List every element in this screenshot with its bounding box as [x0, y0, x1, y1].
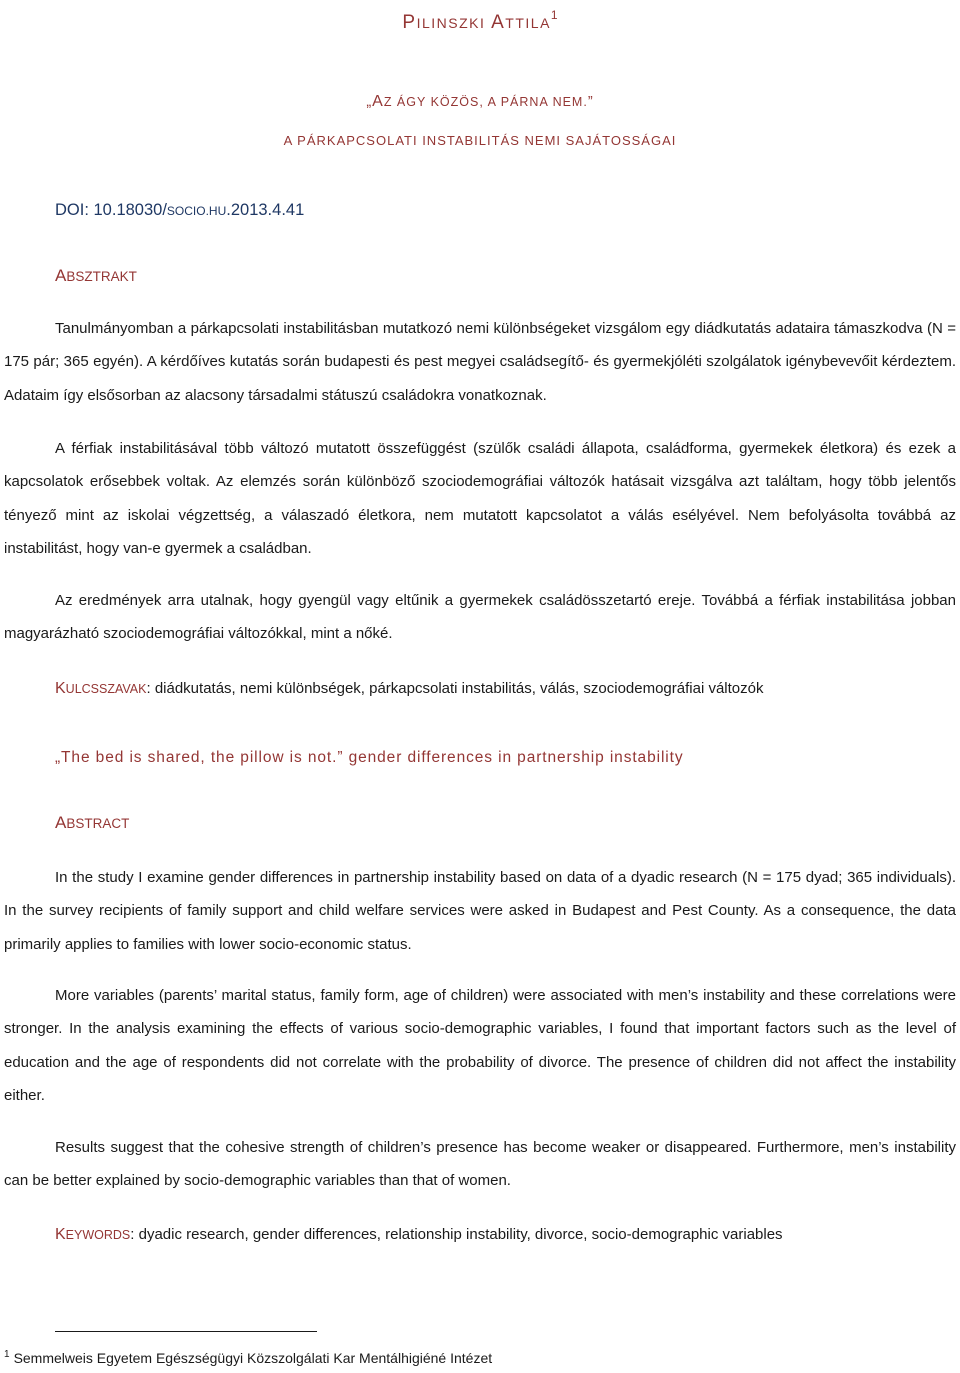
author-footnote-mark: 1: [550, 8, 558, 22]
kw-list: dyadic research, gender differences, relationship instability, divorce, socio-demographic variables: [134, 1226, 783, 1243]
title-initial: A: [372, 93, 384, 110]
author-initial: P: [402, 12, 417, 33]
footnote-mark: 1: [4, 1349, 10, 1360]
kw-colon: :: [130, 1226, 135, 1243]
doi-suffix: .2013.4.41: [226, 201, 305, 219]
author-last-initial: A: [491, 12, 506, 33]
footnote-text: Semmelweis Egyetem Egészségügyi Közszolgálati Kar Mentálhigiéné Intézet: [13, 1350, 493, 1366]
doi-line[interactable]: [55, 201, 304, 220]
doi-prefix: DOI: 10.18030/: [55, 201, 167, 219]
article-title-hu: [0, 93, 960, 111]
heading-abstract: [55, 813, 129, 833]
title-close-quote: ”: [587, 94, 594, 110]
footnote-divider: [55, 1331, 317, 1332]
title-rest: Z ÁGY KÖZÖS, A PÁRNA NEM.: [383, 95, 588, 109]
heading-initial: A: [55, 266, 67, 285]
heading-initial: A: [55, 813, 67, 832]
en-abstract-paragraph-2: More variables (parents’ marital status, family form, age of children) were associated with men’s instability and these correlations were stronger. In the analysis examining the effects of various socio-demographic variables, I found that important factors such as the level of education and the age of respondents did not correlate with the probability of divorce. The presence of children did not affect the instability either.: [4, 987, 956, 1105]
author-first-name-rest: ILINSZKI: [416, 15, 486, 31]
en-abstract-paragraph-3: Results suggest that the cohesive strength of children’s presence has become weaker or disappeared. Furthermore, men’s instability can be better explained by socio-demographic variables than that of women.: [4, 1139, 956, 1190]
doi-journal: SOCIO.HU: [166, 204, 227, 218]
kw-label-initial: K: [55, 1226, 66, 1243]
author-last-name-rest: TTILA: [505, 15, 551, 31]
article-subtitle-hu: [0, 133, 960, 149]
heading-absztrakt: [55, 266, 137, 286]
heading-rest: BSZTRAKT: [66, 269, 137, 284]
subtitle-text: A PÁRKAPCSOLATI INSTABILITÁS NEMI SAJÁTOSSÁGAI: [283, 133, 677, 148]
hu-abstract-paragraph-2: A férfiak instabilitásával több változó mutatott összefüggést (szülők családi állapota, családforma, gyermekek életkora) és ezek a kapcsolatok erősebbek voltak. Az elemzés során különböző szociodemográfiai változók hatásait vizsgálva azt találtam, hogy több jelentős tényező mint az iskolai végzettség, a válaszadó életkora, nem mutatott kapcsolatot a válás esélyével. Nem befolyásolta továbbá az instabilitást, hogy van-e gyermek a családban.: [4, 440, 956, 558]
en-keywords: [55, 1226, 783, 1244]
heading-rest: BSTRACT: [66, 816, 130, 831]
hu-keywords: [55, 680, 763, 698]
hu-abstract-paragraph-3: Az eredmények arra utalnak, hogy gyengül vagy eltűnik a gyermekek családösszetartó ereje. Továbbá a férfiak instabilitása jobban magyarázható szociodemográfiai változókkal, mint a nőké.: [4, 592, 956, 643]
footnote: [4, 1349, 492, 1366]
kw-label-initial: K: [55, 680, 66, 697]
kw-label-rest: EYWORDS: [65, 1228, 131, 1242]
title-open-quote: „: [366, 94, 373, 110]
kw-list: diádkutatás, nemi különbségek, párkapcsolati instabilitás, válás, szociodemográfiai változók: [150, 680, 764, 697]
hu-abstract-paragraph-1: Tanulmányomban a párkapcsolati instabilitásban mutatkozó nemi különbségeket vizsgálom egy diádkutatás adataira támaszkodva (N = 175 pár; 365 egyén). A kérdőíves kutatás során budapesti és pest megyei családsegítő- és gyermekjóléti szolgálatok igénybevevőit kérdeztem. Adataim így elsősorban az alacsony társadalmi státuszú családokra vonatkoznak.: [4, 320, 956, 404]
en-abstract-paragraph-1: In the study I examine gender differences in partnership instability based on data of a dyadic research (N = 175 dyad; 365 individuals). In the survey recipients of family support and child welfare services were asked in Budapest and Pest County. As a consequence, the data primarily applies to families with lower socio-economic status.: [4, 869, 956, 953]
kw-label-rest: ULCSSZAVAK: [65, 682, 147, 696]
kw-colon: :: [146, 680, 151, 697]
author-name: [0, 8, 960, 34]
article-title-en: „The bed is shared, the pillow is not.” gender differences in partnership instability: [55, 749, 684, 766]
